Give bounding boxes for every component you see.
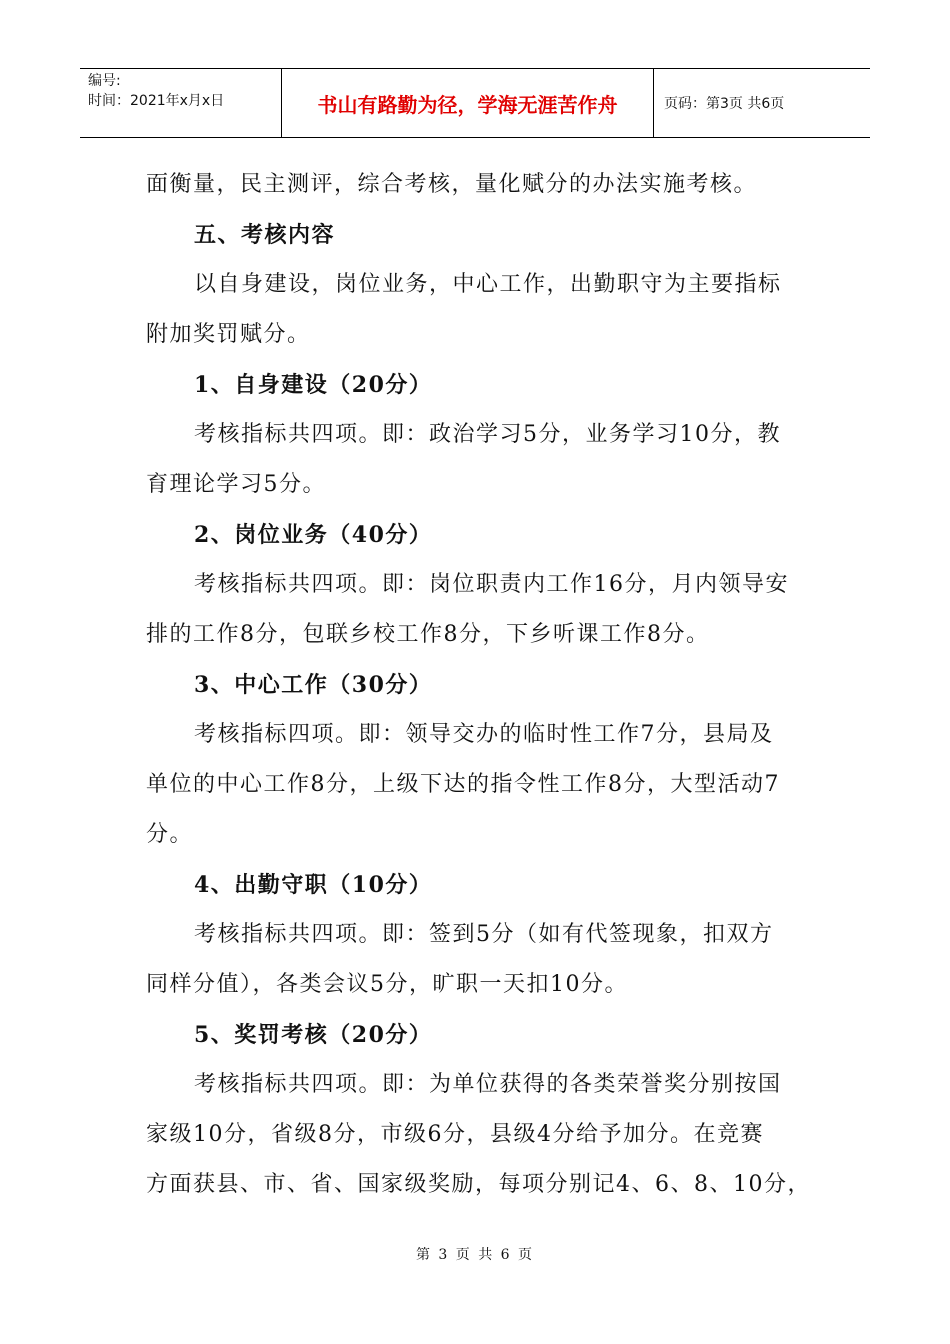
paragraph-line: 面衡量，民主测评，综合考核，量化赋分的办法实施考核。 (146, 172, 758, 197)
document-body (146, 160, 816, 1210)
paragraph-line: 同样分值），各类会议5分，旷职一天扣10分。 (146, 972, 628, 997)
paragraph-line: 附加奖罚赋分。 (146, 322, 311, 347)
paragraph-line: 方面获县、市、省、国家级奖励，每项分别记4、6、8、10分， (146, 1172, 811, 1197)
paragraph-line: 考核指标共四项。即：岗位职责内工作16分，月内领导安 (194, 572, 789, 597)
paragraph-line: 单位的中心工作8分，上级下达的指令性工作8分，大型活动7 (146, 772, 780, 797)
paragraph-line: 考核指标共四项。即：政治学习5分，业务学习10分，教 (194, 422, 781, 447)
section-heading: 1、自身建设（20分） (194, 372, 433, 398)
paragraph-line: 考核指标共四项。即：签到5分（如有代签现象，扣双方 (194, 922, 774, 947)
section-heading: 五、考核内容 (194, 222, 336, 248)
paragraph-line: 育理论学习5分。 (146, 472, 326, 497)
header-meta (80, 69, 282, 137)
paragraph-line: 排的工作8分，包联乡校工作8分，下乡听课工作8分。 (146, 622, 710, 647)
paragraph-line: 考核指标共四项。即：为单位获得的各类荣誉奖分别按国 (194, 1072, 782, 1097)
section-heading: 4、出勤守职（10分） (194, 872, 433, 898)
paragraph-line: 以自身建设，岗位业务，中心工作，出勤职守为主要指标 (194, 272, 782, 297)
paragraph-line: 考核指标四项。即：领导交办的临时性工作7分，县局及 (194, 722, 774, 747)
page-footer: 第 3 页 共 6 页 (415, 1247, 535, 1263)
document-header (80, 68, 870, 138)
paragraph-line: 分。 (146, 822, 194, 847)
document-date: 时间：2021年x月x日 (88, 93, 225, 109)
section-heading: 3、中心工作（30分） (194, 672, 433, 698)
header-motto: 书山有路勤为径，学海无涯苦作舟 (282, 69, 654, 137)
header-page-info: 页码：第3页 共6页 (664, 96, 785, 112)
section-heading: 2、岗位业务（40分） (194, 522, 433, 548)
paragraph-line: 家级10分，省级8分，市级6分，县级4分给予加分。在竞赛 (146, 1122, 764, 1147)
document-number-label: 编号: (88, 73, 121, 89)
section-heading: 5、奖罚考核（20分） (194, 1022, 433, 1048)
